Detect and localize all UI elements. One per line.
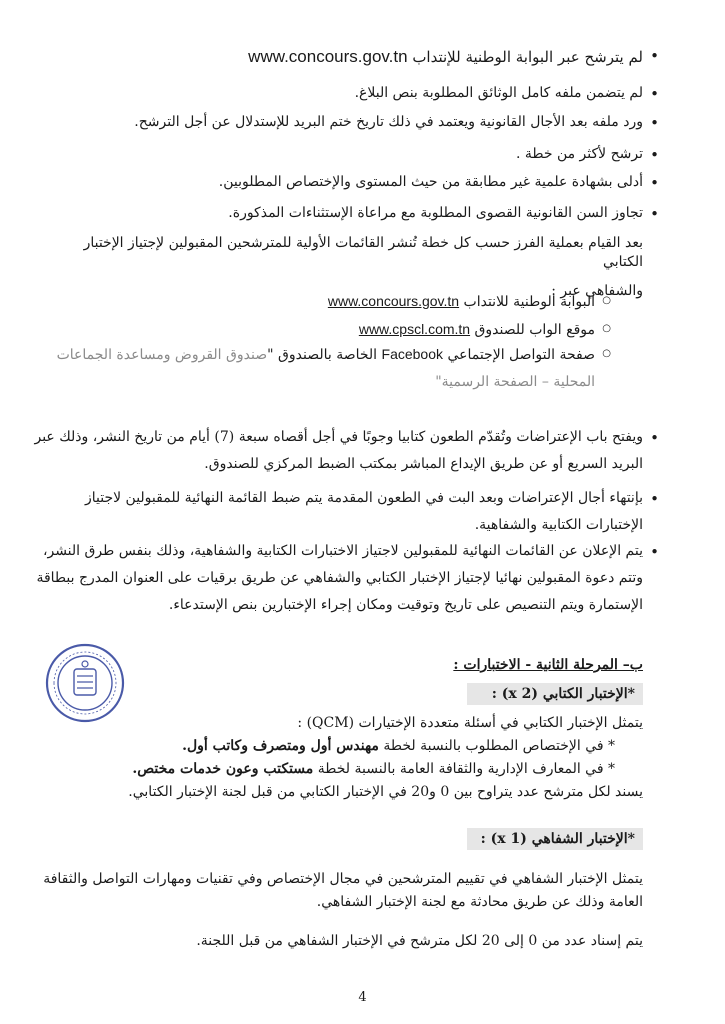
item-text: * في الإختصاص المطلوب بالنسبة لخطة [378,737,615,754]
bullet-text: ترشح لأكثر من خطة . [515,146,643,162]
page-name-gray: صندوق القروض ومساعدة الجماعات [56,347,268,363]
bullet-appeals [33,428,643,474]
oral-exam-header: *الإختبار الشفاهي (x 1) : [467,828,643,850]
item-bold: مستكتب وعون خدمات مختص. [132,760,314,777]
sorting-paragraph [43,234,643,301]
channel-text: الخاصة بالصندوق " [267,347,382,363]
bullet-text: ورد ملفه بعد الأجال القانونية ويعتمد في ذلك تاريخ ختم البريد للإستدلال عن أجل الترشح. [134,114,643,130]
written-score: يسند لكل مترشح عدد يتراوح بين 0 و20 في الإختبار الكتابي من قبل لجنة الإختبار الكتابي. [128,783,643,800]
portal-url[interactable]: www.concours.gov.tn [248,47,408,66]
paragraph-line: • ويفتح باب الإعتراضات وتُقدّم الطعون كتابيا وجوبًا في أجل أقصاه سبعة (7) أيام من تاريخ النشر، وذلك عبر [34,429,643,445]
bullet-deadline [134,113,643,132]
page-number: 4 [358,990,367,1005]
channel-portal-url[interactable]: www.concours.gov.tn [327,293,460,309]
paragraph-line: بعد القيام بعملية الفرز حسب كل خطة تُنشر القائمات الأولية للمترشحين المقبولين لإجتياز الإختبار الكتابي [83,235,643,270]
phase2-title: ب– المرحلة الثانية - الاختبارات : [453,657,643,673]
channel-website-url[interactable]: www.cpscl.com.tn [358,321,471,337]
written-item-general [43,760,615,779]
page-name-gray-cont: المحلية – الصفحة الرسمية" [435,373,595,390]
bullet-text: لم يتضمن ملفه كامل الوثائق المطلوبة بنص البلاغ. [354,85,643,101]
item-bold: مهندس أول ومتصرف وكاتب أول. [182,737,379,754]
bullet-documents [355,84,643,103]
bullet-announcement [33,542,643,615]
bullet-text: أدلى بشهادة علمية غير مطابقة من حيث المستوى والإختصاص المطلوبين. [218,174,643,190]
paragraph-line: الإختبارات الكتابية والشفاهية. [474,516,643,533]
channel-website [359,320,595,340]
written-exam-section [43,714,643,802]
oral-score: يتم إسناد عدد من 0 إلى 20 لكل مترشح في الإختبار الشفاهي من قبل اللجنة. [196,932,643,949]
bullet-text: تجاوز السن القانونية القصوى المطلوبة مع مراعاة الإستثناءات المذكورة. [228,205,643,221]
written-exam-header: *الإختبار الكتابي (x 2) : [467,683,643,705]
paragraph-line: الإستمارة ويتم التنصيص على تاريخ وتوقيت ومكان إجراء الإختبارين بنص الإستدعاء. [168,596,643,613]
paragraph-line: • يتم الإعلان عن القائمات النهائية للمقبولين لاجتياز الاختبارات الكتابية والشفاهية، وذلك بنفس طرق النشر، [42,543,643,559]
bullet-diploma [219,173,643,192]
paragraph-line: العامة وذلك عن طريق محادثة مع لجنة الإختبار الشفاهي. [316,893,643,910]
paragraph-line: • بإنتهاء أجال الإعتراضات وبعد البت في الطعون المقدمة يتم ضبط القائمة النهائية للمقبولين لاجتياز [84,490,643,506]
channel-portal [328,292,595,312]
official-stamp-icon [44,642,126,724]
item-text: * في المعارف الإدارية والثقافة العامة بالنسبة لخطة [313,760,615,777]
facebook-label: Facebook [381,346,443,362]
paragraph-line: يتمثل الإختبار الشفاهي في تقييم المترشحين في مجال الإختصاص وفي تقنيات ومهارات التواصل والثقافة [43,871,643,887]
oral-exam-section [33,870,643,951]
written-intro: يتمثل الإختبار الكتابي في أسئلة متعددة الإختيارات (QCM) : [297,715,643,731]
paragraph-line: البريد السريع أو عن طريق الإيداع المباشر بمكتب الضبط المركزي للصندوق. [204,455,643,472]
channel-text: صفحة التواصل الإجتماعي [443,347,595,363]
channel-facebook [35,345,595,392]
channel-text: البوابة الوطنية للانتداب [459,294,595,310]
paragraph-line: والشفاهي عبر : [551,282,643,299]
bullet-multiple [516,145,643,164]
bullet-final-list [33,489,643,535]
written-item-specialty [43,737,615,756]
channel-text: موقع الواب للصندوق [470,322,595,338]
paragraph-line: وتتم دعوة المقبولين نهائيا لإجتياز الإختبار الكتابي والشفاهي عن طريق برقيات على العنوان المدرج ببطاقة [36,569,643,586]
bullet-portal [248,46,643,69]
bullet-text: لم يترشح عبر البوابة الوطنية للإنتداب [407,48,643,66]
bullet-age [228,204,643,223]
